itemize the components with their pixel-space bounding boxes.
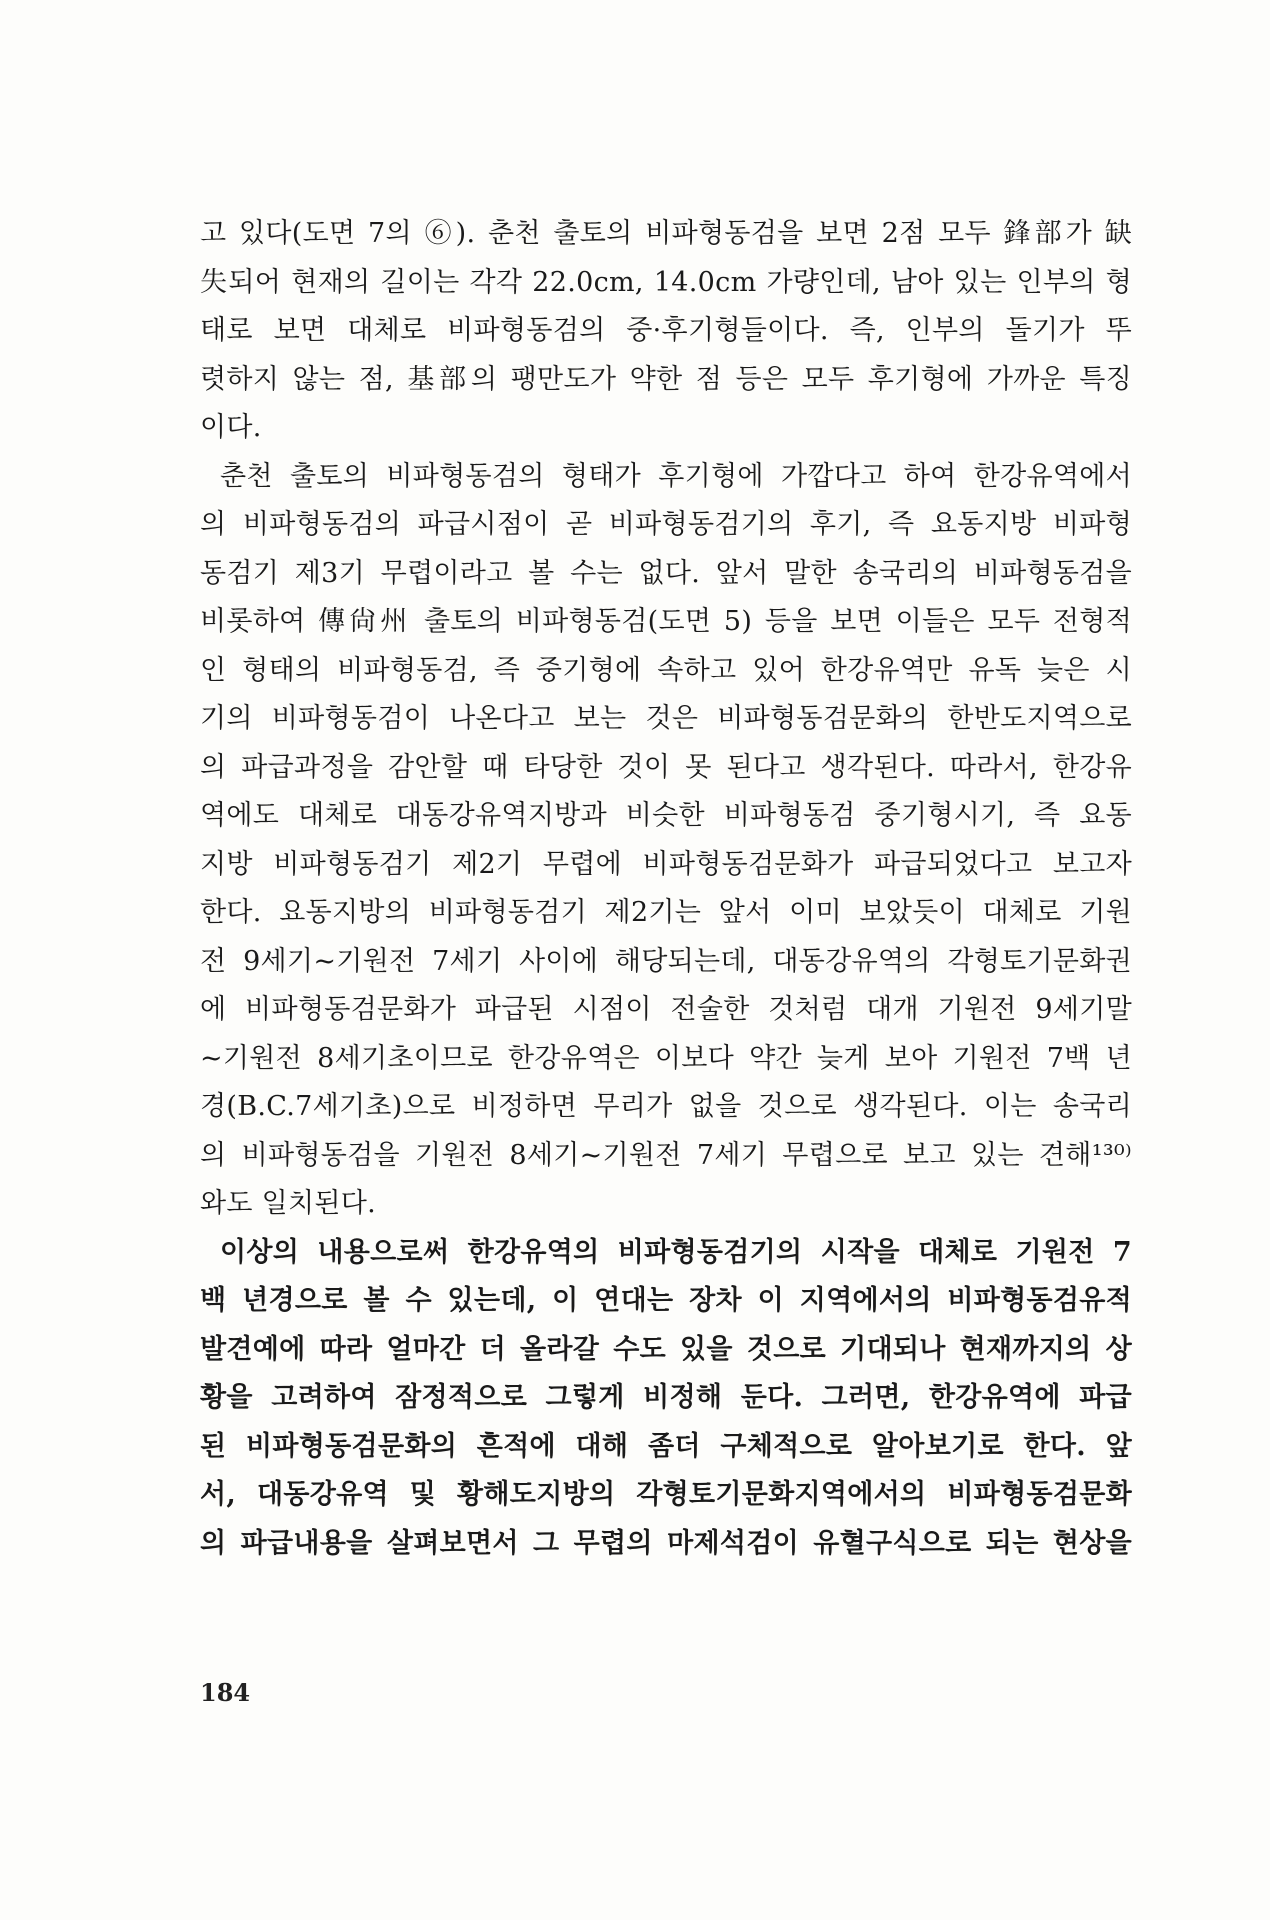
text-line: 의 파급과정을 감안할 때 타당한 것이 못 된다고 생각된다. 따라서, 한강유	[200, 751, 1132, 783]
text-line: 이다.	[200, 412, 262, 443]
text-line: 전 9세기~기원전 7세기 사이에 해당되는데, 대동강유역의 각형토기문화권	[200, 945, 1132, 977]
text-line: 와도 일치된다.	[200, 1188, 377, 1219]
text-line: 서, 대동강유역 및 황해도지방의 각형토기문화지역에서의 비파형동검문화	[200, 1479, 1132, 1510]
text-line: 지방 비파형동검기 제2기 무렵에 비파형동검문화가 파급되었다고 보고자	[200, 848, 1132, 880]
text-line: 失되어 현재의 길이는 각각 22.0cm, 14.0cm 가량인데, 남아 있는 인부의 형	[200, 266, 1132, 298]
text-line: 백 년경으로 볼 수 있는데, 이 연대는 장차 이 지역에서의 비파형동검유적	[200, 1285, 1132, 1316]
text-line: 한다. 요동지방의 비파형동검기 제2기는 앞서 이미 보았듯이 대체로 기원	[200, 897, 1132, 928]
text-line: 비롯하여 傳尙州 출토의 비파형동검(도면 5) 등을 보면 이들은 모두 전형적	[200, 606, 1132, 637]
paragraph-start-line: 이상의 내용으로써 한강유역의 비파형동검기의 시작을 대체로 기원전 7	[220, 1236, 1132, 1268]
text-line: 태로 보면 대체로 비파형동검의 중·후기형들이다. 즉, 인부의 돌기가 뚜	[200, 315, 1132, 346]
paragraph-start-line: 춘천 출토의 비파형동검의 형태가 후기형에 가깝다고 하여 한강유역에서	[220, 460, 1132, 492]
text-line: 역에도 대체로 대동강유역지방과 비슷한 비파형동검 중기형시기, 즉 요동	[200, 800, 1132, 831]
page-number: 184	[200, 1678, 251, 1707]
body-text	[200, 210, 1132, 1568]
text-line: 의 파급내용을 살펴보면서 그 무렵의 마제석검이 유혈구식으로 되는 현상을	[200, 1527, 1132, 1559]
text-line: 황을 고려하여 잠정적으로 그렇게 비정해 둔다. 그러면, 한강유역에 파급	[200, 1382, 1132, 1413]
text-line: 인 형태의 비파형동검, 즉 중기형에 속하고 있어 한강유역만 유독 늦은 시	[200, 654, 1132, 686]
text-line: 의 비파형동검을 기원전 8세기~기원전 7세기 무렵으로 보고 있는 견해¹³⁰⁾	[200, 1139, 1132, 1171]
text-line: 경(B.C.7세기초)으로 비정하면 무리가 없을 것으로 생각된다. 이는 송국리	[200, 1091, 1132, 1122]
text-line: 고 있다(도면 7의 ⑥). 춘천 출토의 비파형동검을 보면 2점 모두 鋒部가 缺	[200, 218, 1132, 249]
text-line: 된 비파형동검문화의 흔적에 대해 좀더 구체적으로 알아보기로 한다. 앞	[200, 1430, 1132, 1462]
text-line: 의 비파형동검의 파급시점이 곧 비파형동검기의 후기, 즉 요동지방 비파형	[200, 509, 1132, 540]
text-line: 렷하지 않는 점, 基部의 팽만도가 약한 점 등은 모두 후기형에 가까운 특징	[200, 363, 1132, 395]
text-line: 동검기 제3기 무렵이라고 볼 수는 없다. 앞서 말한 송국리의 비파형동검을	[200, 557, 1132, 589]
text-line: 기의 비파형동검이 나온다고 보는 것은 비파형동검문화의 한반도지역으로	[200, 703, 1132, 734]
text-line: ~기원전 8세기초이므로 한강유역은 이보다 약간 늦게 보아 기원전 7백 년	[200, 1042, 1132, 1074]
text-line: 발견예에 따라 얼마간 더 올라갈 수도 있을 것으로 기대되나 현재까지의 상	[200, 1333, 1132, 1365]
text-line: 에 비파형동검문화가 파급된 시점이 전술한 것처럼 대개 기원전 9세기말	[200, 994, 1132, 1025]
